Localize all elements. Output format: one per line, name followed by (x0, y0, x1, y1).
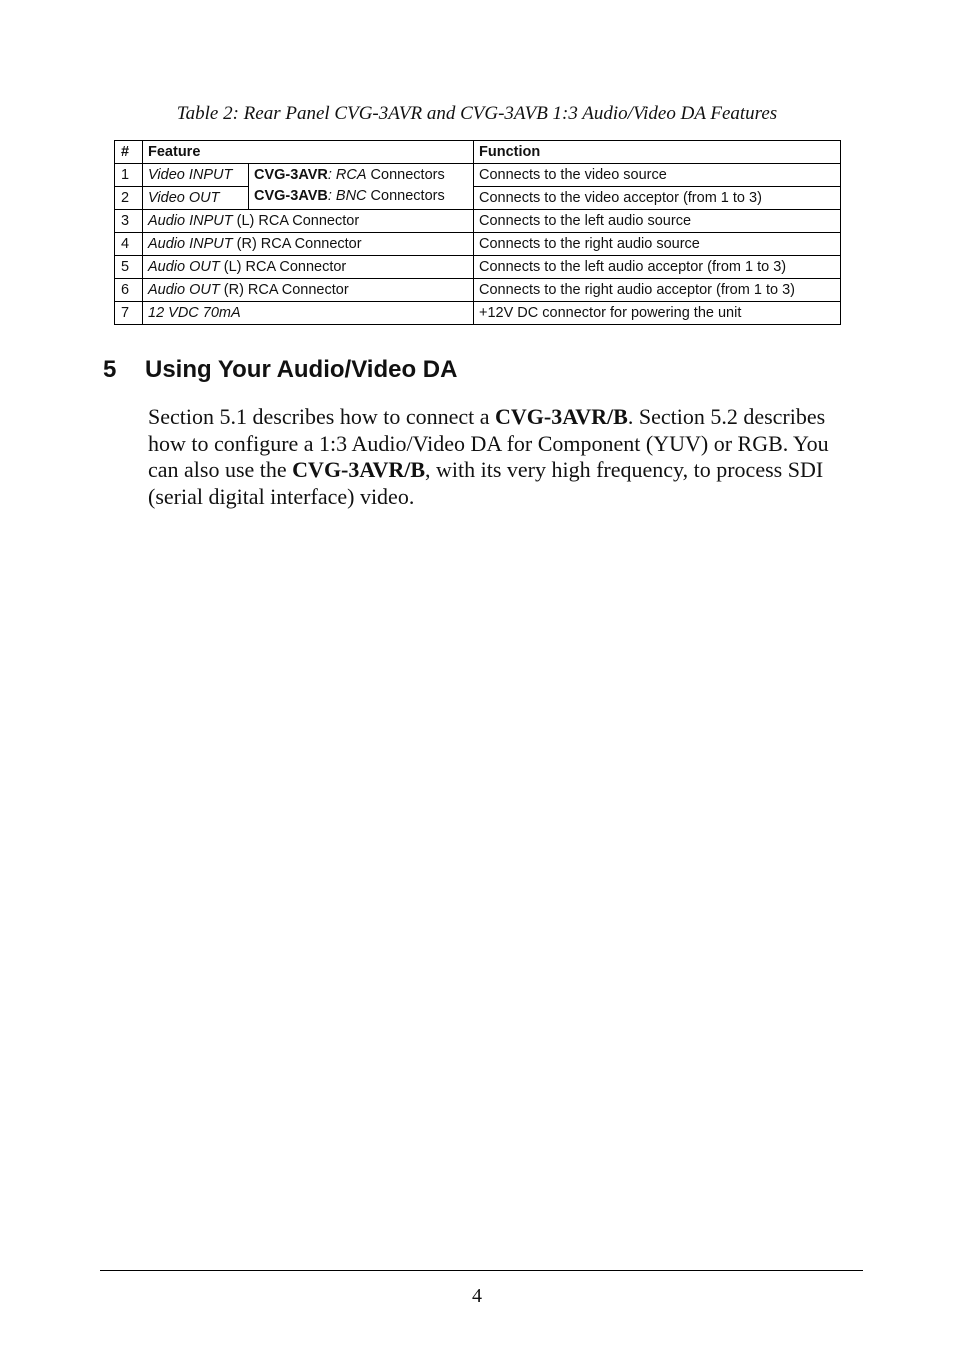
row-function: Connects to the left audio acceptor (from 1 to 3) (474, 256, 841, 279)
paragraph-text: Section 5.1 describes how to connect a (148, 404, 496, 429)
row-function: +12V DC connector for powering the unit (474, 302, 841, 325)
product-name: CVG-3AVR/B (292, 457, 425, 482)
table-row (115, 279, 841, 302)
table-row (115, 187, 841, 210)
table-row (115, 164, 841, 187)
connector-bnc: : BNC (327, 188, 367, 204)
table-row (115, 302, 841, 325)
feature-detail: (L) RCA Connector (219, 259, 347, 275)
table-caption: Table 2: Rear Panel CVG-3AVR and CVG-3AVB 1:3 Audio/Video DA Features (176, 103, 778, 124)
model-avr: CVG-3AVR (254, 167, 328, 183)
feature-name: Audio INPUT (148, 236, 233, 252)
feature-name: Audio OUT (148, 282, 220, 298)
table-row (115, 210, 841, 233)
feature-detail: (R) RCA Connector (232, 236, 362, 252)
feature-name: Audio OUT (148, 259, 220, 275)
section-heading (103, 356, 457, 384)
row-num: 4 (115, 233, 143, 256)
feature-name: Video INPUT (148, 167, 233, 183)
page-number: 4 (472, 1285, 482, 1307)
footer-divider (100, 1270, 863, 1271)
feature-name: 12 VDC 70mA (148, 305, 241, 321)
row-feature (143, 187, 249, 210)
model-avb: CVG-3AVB (254, 188, 328, 204)
feature-name: Audio INPUT (148, 213, 233, 229)
connector-rca: : RCA (327, 167, 367, 183)
row-function: Connects to the right audio source (474, 233, 841, 256)
row-num: 6 (115, 279, 143, 302)
row-num: 7 (115, 302, 143, 325)
row-num: 5 (115, 256, 143, 279)
row-num: 1 (115, 164, 143, 187)
header-feature: Feature (143, 141, 474, 164)
row-num: 2 (115, 187, 143, 210)
connector-suffix: Connectors (366, 188, 445, 204)
connector-line-avb (254, 186, 468, 207)
table-row (115, 256, 841, 279)
row-function: Connects to the left audio source (474, 210, 841, 233)
row-feature (143, 164, 249, 187)
row-function: Connects to the video acceptor (from 1 to 3) (474, 187, 841, 210)
section-title: Using Your Audio/Video DA (145, 356, 458, 383)
connector-suffix: Connectors (366, 167, 445, 183)
feature-name: Video OUT (148, 190, 220, 206)
paragraph-text: , with its very high frequency, to process SDI (serial digital interface) video. (148, 457, 824, 509)
table-header-row (115, 141, 841, 164)
row-function: Connects to the video source (474, 164, 841, 187)
paragraph-text: . Section 5.2 describes how to configure a 1:3 Audio/Video DA for Component (YUV) or RGB. You can also use the (148, 404, 829, 482)
header-num: # (115, 141, 143, 164)
row-num: 3 (115, 210, 143, 233)
features-table (114, 140, 841, 325)
row-feature (143, 302, 474, 325)
row-feature (143, 233, 474, 256)
feature-detail: (L) RCA Connector (232, 213, 360, 229)
section-number: 5 (103, 356, 117, 383)
row-feature (143, 256, 474, 279)
connector-type-cell (249, 164, 474, 210)
header-function: Function (474, 141, 841, 164)
feature-detail: (R) RCA Connector (219, 282, 349, 298)
connector-line-avr (254, 165, 468, 186)
product-name: CVG-3AVR/B (495, 404, 628, 429)
row-function: Connects to the right audio acceptor (from 1 to 3) (474, 279, 841, 302)
section-paragraph (148, 404, 864, 510)
row-feature (143, 210, 474, 233)
table-row (115, 233, 841, 256)
row-feature (143, 279, 474, 302)
